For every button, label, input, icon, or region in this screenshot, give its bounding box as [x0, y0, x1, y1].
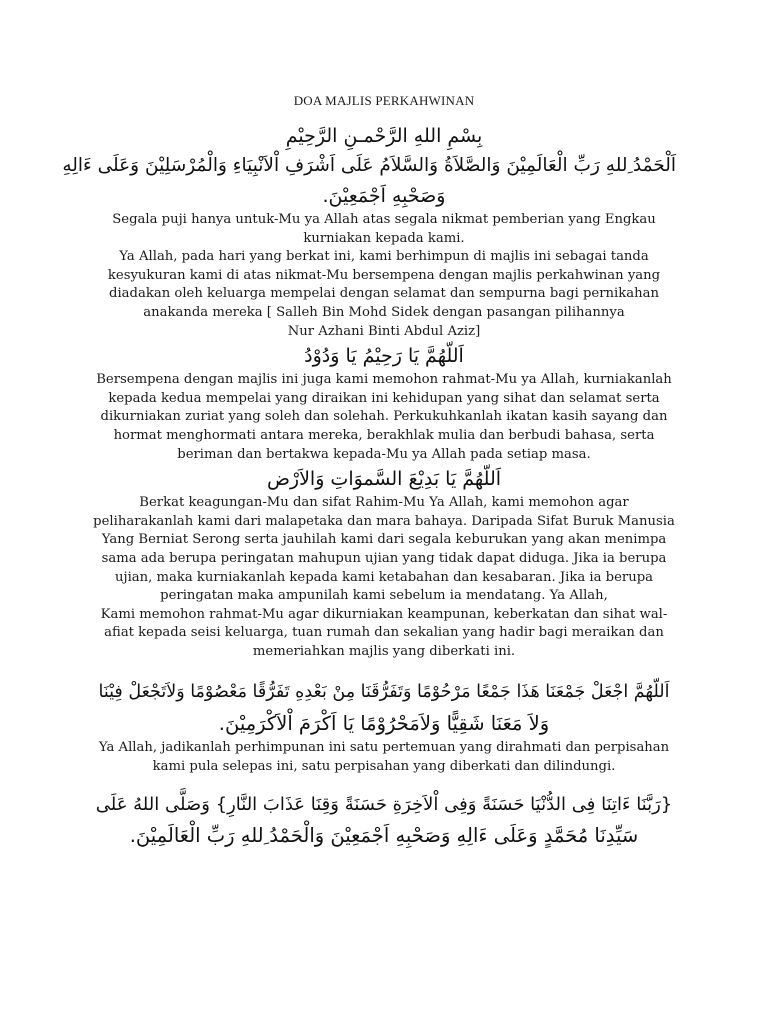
paragraph-protection: [92, 494, 676, 661]
text-line: peringatan maka ampunilah kami sebelum ia mendatang. Ya Allah,: [160, 588, 608, 604]
text-line: sama ada berupa peringatan mahupun ujian yang tidak dapat diduga. Jika ia berupa: [101, 550, 667, 566]
text-line: anakanda mereka [ Salleh Bin Mohd Sidek dengan pasangan pilihannya: [143, 304, 625, 320]
arabic-invocation-rahim: [92, 341, 676, 371]
arabic-line: وَصَحْبِهِ اَجْمَعِيْنَ.: [322, 185, 446, 207]
paragraph-praise: [92, 211, 676, 341]
arabic-line: بِسْمِ اللهِ الرَّحْمـنِ الرَّحِيْمِ: [285, 125, 483, 147]
text-line: kami pula selepas ini, satu perpisahan yang diberkati dan dilindungi.: [152, 759, 616, 775]
text-line: peliharakanlah kami dari malapetaka dan mara bahaya. Daripada Sifat Buruk Manusia: [93, 513, 675, 529]
text-line: dikurniakan zuriat yang soleh dan solehah. Perkukuhkanlah ikatan kasih sayang dan: [100, 409, 668, 425]
text-line: kesyukuran kami di atas nikmat-Mu bersempena dengan majlis perkahwinan yang: [107, 267, 661, 283]
text-line: Kami memohon rahmat-Mu agar dikurniakan keampunan, keberkatan dan sihat wal-: [100, 606, 668, 622]
arabic-line: {رَبَّنَا ءَاتِنَا فِى الدُّنْيَا حَسَنَةً وَفِى اْلاَخِرَةِ حَسَنَةً وَقِنَا عَذَابَ النَّارِ} وَصَلَّى اللهُ عَلَى: [95, 793, 673, 815]
arabic-line: سَيِّدِنَا مُحَمَّدٍ وَعَلَى ءَالِهِ وَصَحْبِهِ اَجْمَعِيْنَ وَالْحَمْدُ ِللهِ رَبِّ الْعَالَمِيْنَ.: [129, 823, 639, 847]
document-title: DOA MAJLIS PERKAHWINAN: [293, 93, 475, 108]
text-line: Ya Allah, pada hari yang berkat ini, kami berhimpun di majlis ini sebagai tanda: [119, 249, 649, 265]
arabic-closing: [92, 789, 676, 851]
text-line: hormat menghormati antara mereka, berakhlak mulia dan berbudi bahasa, serta: [113, 427, 655, 443]
paragraph-gathering: [92, 739, 676, 776]
text-line: Yang Berniat Serong serta jauhilah kami dari segala keburukan yang akan menimpa: [101, 532, 667, 548]
text-line: beriman dan bertakwa kepada-Mu ya Allah pada setiap masa.: [177, 446, 591, 462]
text-line: Berkat keagungan-Mu dan sifat Rahim-Mu Ya Allah, kami memohon agar: [139, 495, 629, 511]
arabic-line: وَلاَ مَعَنَا شَقِيًّا وَلاَمَحْرُوْمًا يَا اَكْرَمَ اْلاَكْرَمِيْنَ.: [218, 712, 550, 736]
arabic-opening: [62, 121, 676, 211]
arabic-invocation-badi: [92, 464, 676, 494]
text-line: kepada kedua mempelai yang diraikan ini kehidupan yang sihat dan selamat serta: [108, 390, 660, 406]
text-line: diadakan oleh keluarga mempelai dengan selamat dan sempurna bagi pernikahan: [109, 286, 659, 302]
arabic-line: اَللّهُمَّ يَا بَدِيْعَ السَّموَاتِ وَالاَرْض: [266, 468, 502, 491]
arabic-line: اَللّهُمَّ يَا رَحِيْمُ يَا وَدُوْدُ: [304, 345, 464, 368]
arabic-line: اَللّهُمَّ اجْعَلْ جَمْعَنَا هَذَا جَمْعًا مَرْحُوْمًا وَتَفَرُّقَنَا مِنْ بَعْدِهِ تَفَرُّقًا مَعْصُوْمًا وَلاَتَجْعَلْ فِيْنَا: [98, 682, 670, 703]
text-line: Bersempena dengan majlis ini juga kami memohon rahmat-Mu ya Allah, kurniakanlah: [96, 372, 672, 388]
arabic-invocation-gathering: [92, 677, 676, 739]
paragraph-blessing: [92, 371, 676, 464]
text-line: Nur Azhani Binti Abdul Aziz]: [287, 323, 481, 339]
arabic-line: اَلْحَمْدُ ِللهِ رَبِّ الْعَالَمِيْنَ وَالصَّلاَةُ وَالسَّلاَمُ عَلَى اَشْرَفِ اْلاَنْبِيَاءِ وَالْمُرْسَلِيْنَ وَعَلَى ءَالِهِ: [62, 155, 676, 176]
text-line: afiat kepada seisi keluarga, tuan rumah dan sekalian yang hadir bagi meraikan dan: [104, 625, 664, 641]
section-spacer: [92, 661, 676, 677]
text-line: memeriahkan majlis yang diberkati ini.: [252, 643, 516, 659]
text-line: Ya Allah, jadikanlah perhimpunan ini satu pertemuan yang dirahmati dan perpisahan: [98, 740, 670, 756]
text-line: kurniakan kepada kami.: [303, 230, 465, 246]
section-spacer: [92, 777, 676, 789]
text-line: ujian, maka kurniakanlah kepada kami ketabahan dan kesabaran. Jika ia berupa: [114, 569, 654, 585]
text-line: Segala puji hanya untuk-Mu ya Allah atas segala nikmat pemberian yang Engkau: [112, 212, 656, 227]
